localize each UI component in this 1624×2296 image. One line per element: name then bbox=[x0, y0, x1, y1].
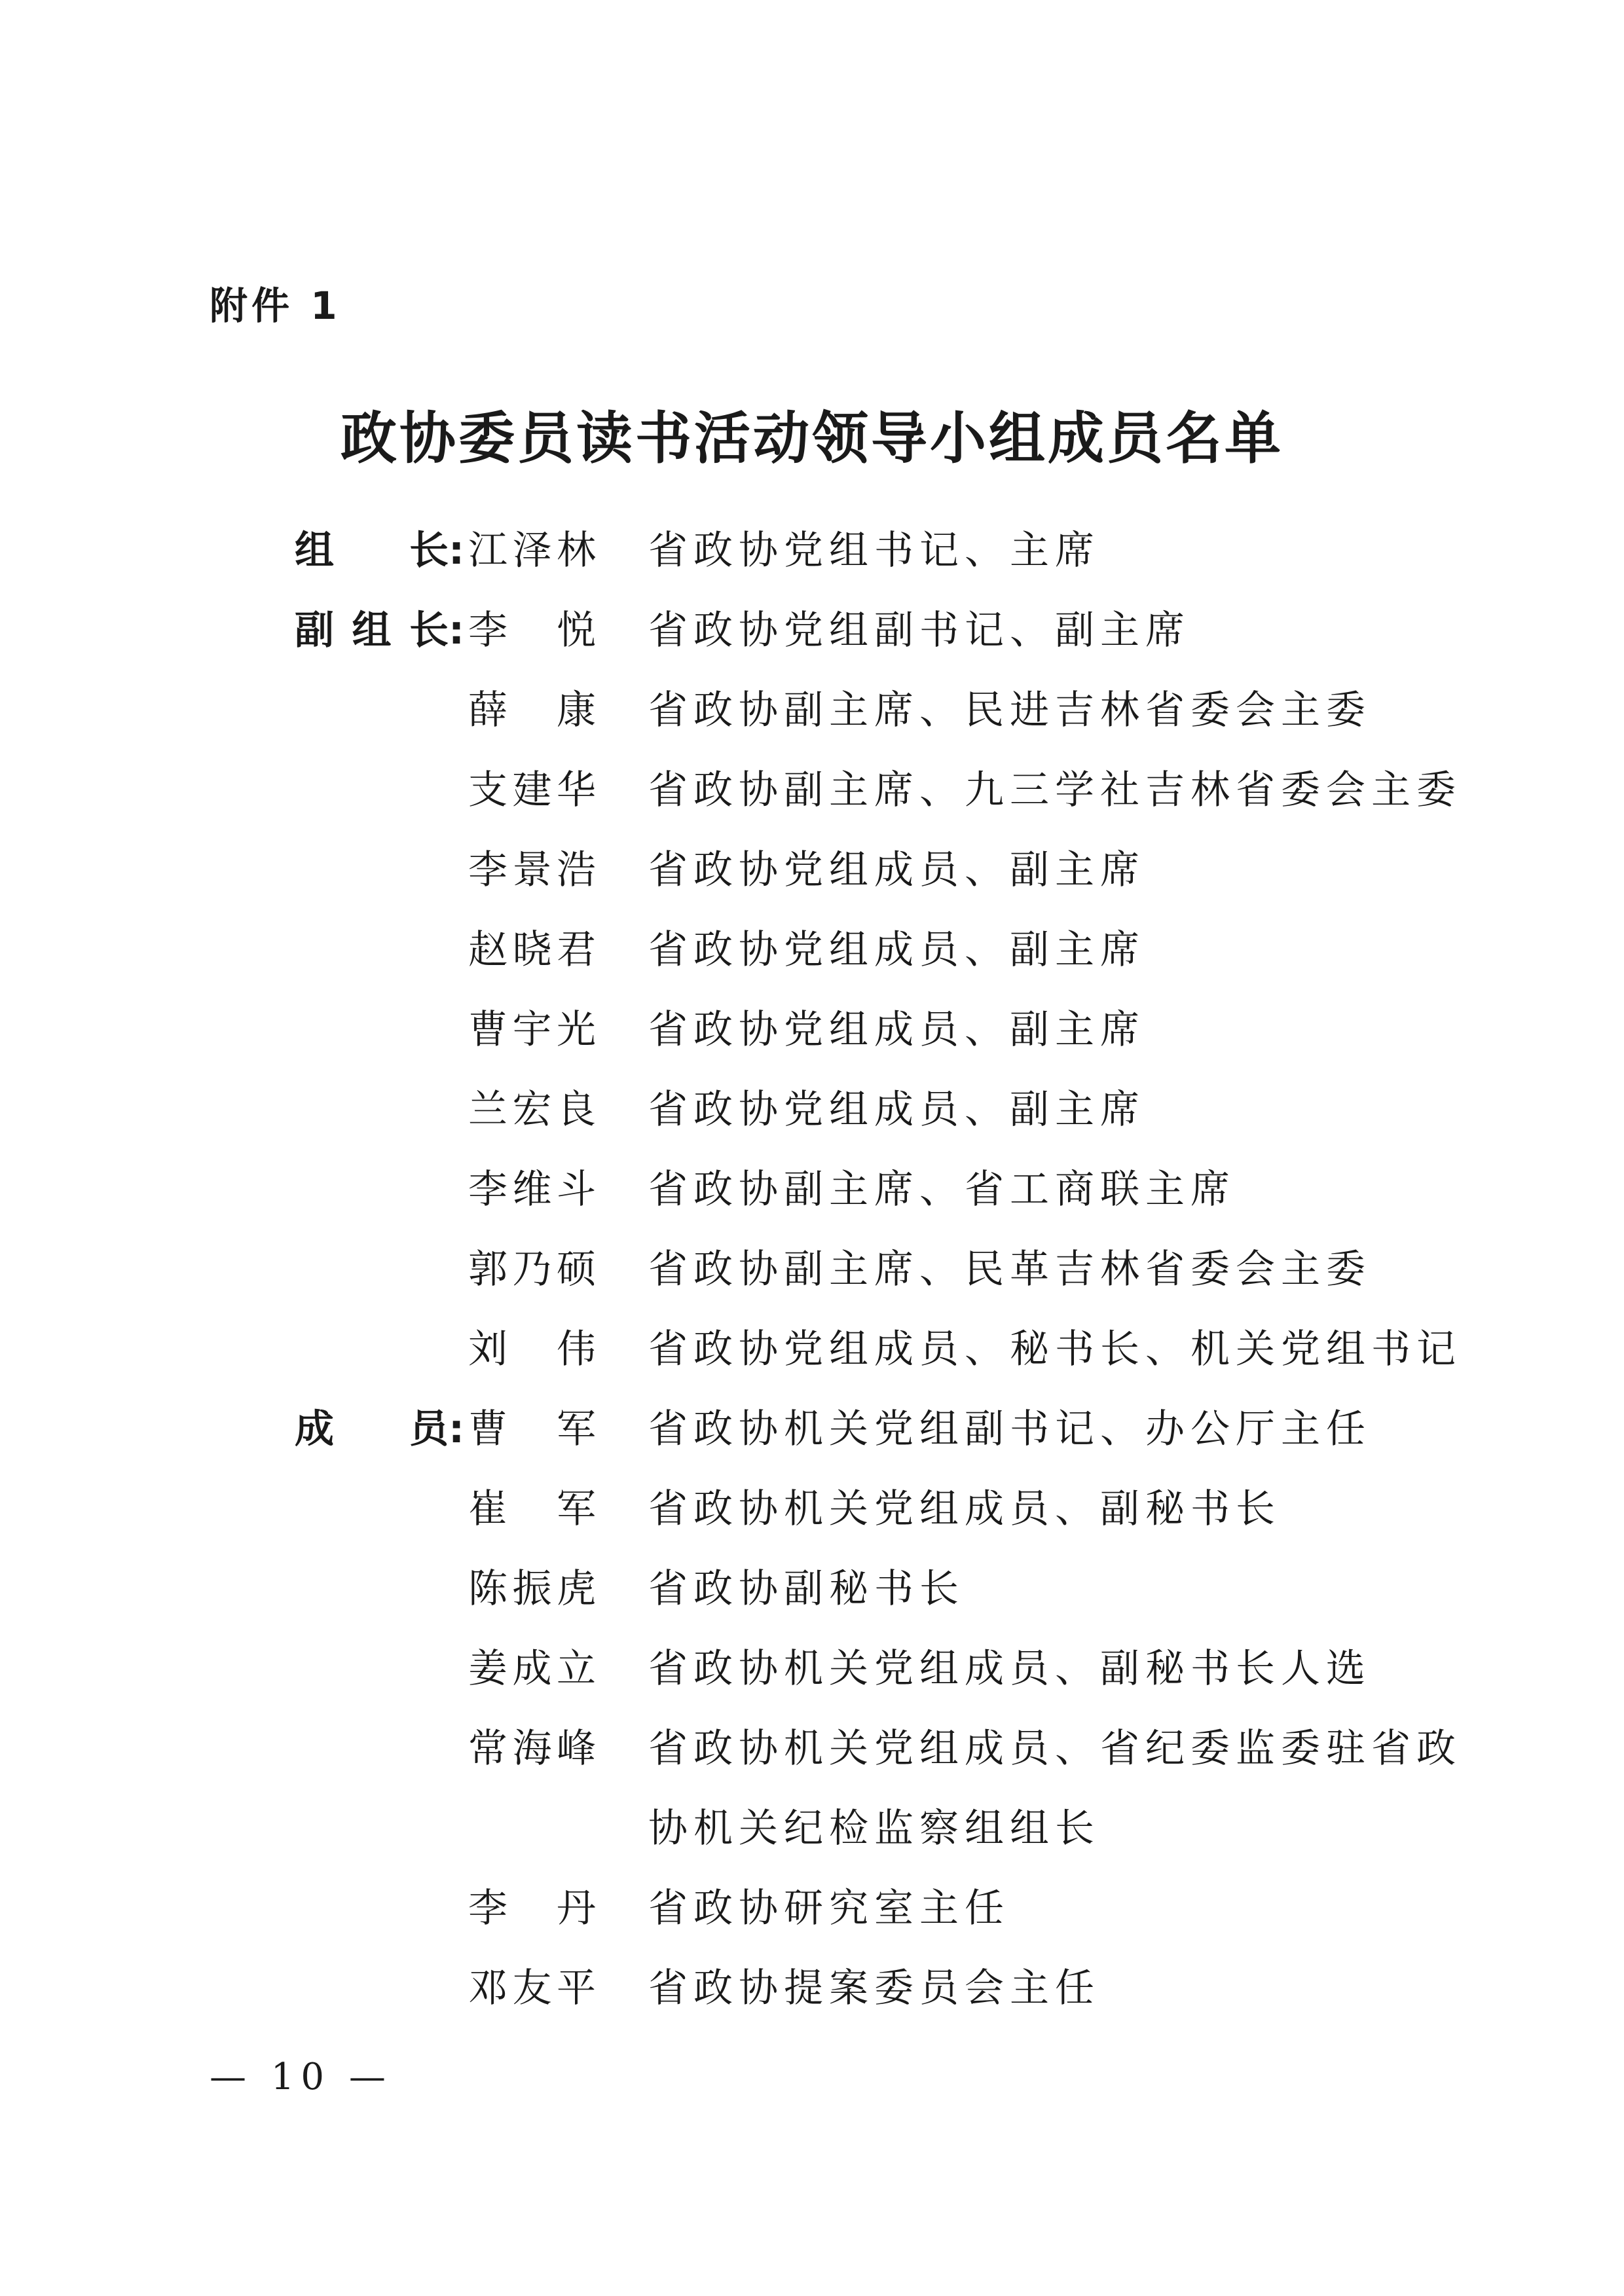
member-row bbox=[295, 1150, 1539, 1230]
member-row bbox=[295, 1948, 1539, 2028]
role-colon: : bbox=[449, 608, 470, 653]
role-colon: : bbox=[449, 1406, 470, 1452]
member-position: 省政协党组成员、副主席 bbox=[648, 847, 1145, 893]
member-position: 省政协副主席、省工商联主席 bbox=[648, 1167, 1236, 1212]
member-position: 省政协副主席、民革吉林省委会主委 bbox=[648, 1247, 1371, 1292]
member-row bbox=[295, 750, 1539, 830]
member-row bbox=[295, 1629, 1539, 1709]
member-position: 省政协党组成员、副主席 bbox=[648, 1007, 1145, 1053]
member-name: 刘伟 bbox=[468, 1326, 596, 1372]
member-name: 姜成立 bbox=[468, 1646, 596, 1692]
member-position: 省政协副主席、民进吉林省委会主委 bbox=[648, 687, 1371, 733]
member-row bbox=[295, 1309, 1539, 1389]
member-position: 省政协机关党组副书记、办公厅主任 bbox=[648, 1406, 1371, 1452]
member-name: 支建华 bbox=[468, 767, 596, 813]
member-position: 省政协党组成员、秘书长、机关党组书记 bbox=[648, 1326, 1462, 1372]
member-name: 崔军 bbox=[468, 1486, 596, 1532]
member-row bbox=[295, 1389, 1539, 1469]
member-name: 薛康 bbox=[468, 687, 596, 733]
member-position: 省政协党组书记、主席 bbox=[648, 528, 1100, 574]
member-position: 省政协机关党组成员、副秘书长人选 bbox=[648, 1646, 1371, 1692]
member-name: 赵晓君 bbox=[468, 927, 596, 973]
page-title: 政协委员读书活动领导小组成员名单 bbox=[341, 405, 1283, 471]
member-name: 李丹 bbox=[468, 1886, 596, 1931]
member-position: 省政协党组成员、副主席 bbox=[648, 1087, 1145, 1133]
member-row bbox=[295, 511, 1539, 591]
member-row bbox=[295, 1070, 1539, 1150]
member-name: 江泽林 bbox=[468, 528, 596, 574]
attachment-label: 附件 1 bbox=[210, 283, 341, 328]
role-label: 成员 bbox=[295, 1406, 449, 1452]
member-name: 李悦 bbox=[468, 608, 596, 653]
member-position: 省政协研究室主任 bbox=[648, 1886, 1010, 1931]
role-colon: : bbox=[449, 528, 470, 574]
page-number: — 10 — bbox=[210, 2056, 392, 2098]
member-name: 邓友平 bbox=[468, 1965, 596, 2011]
member-row bbox=[295, 591, 1539, 670]
member-position: 省政协机关党组成员、省纪委监委驻省政协机关纪检监察组组长 bbox=[648, 1726, 1462, 1851]
member-position: 省政协副主席、九三学社吉林省委会主委 bbox=[648, 767, 1462, 813]
member-position: 省政协副秘书长 bbox=[648, 1566, 965, 1612]
member-name: 兰宏良 bbox=[468, 1087, 596, 1133]
member-position: 省政协提案委员会主任 bbox=[648, 1965, 1100, 2011]
member-name: 李景浩 bbox=[468, 847, 596, 893]
member-row bbox=[295, 670, 1539, 750]
member-row bbox=[295, 1709, 1539, 1868]
member-list bbox=[295, 511, 1539, 2028]
member-row bbox=[295, 1549, 1539, 1629]
member-position: 省政协机关党组成员、副秘书长 bbox=[648, 1486, 1281, 1532]
member-row bbox=[295, 1469, 1539, 1549]
member-position: 省政协党组成员、副主席 bbox=[648, 927, 1145, 973]
member-name: 陈振虎 bbox=[468, 1566, 596, 1612]
member-position: 省政协党组副书记、副主席 bbox=[648, 608, 1190, 653]
role-label: 副组长 bbox=[295, 608, 449, 653]
member-name: 曹军 bbox=[468, 1406, 596, 1452]
member-name: 郭乃硕 bbox=[468, 1247, 596, 1292]
role-label: 组长 bbox=[295, 528, 449, 574]
member-name: 常海峰 bbox=[468, 1726, 596, 1772]
member-row bbox=[295, 990, 1539, 1070]
member-row bbox=[295, 1230, 1539, 1309]
member-name: 曹宇光 bbox=[468, 1007, 596, 1053]
member-row bbox=[295, 1868, 1539, 1948]
member-name: 李维斗 bbox=[468, 1167, 596, 1212]
member-row bbox=[295, 830, 1539, 910]
member-row bbox=[295, 910, 1539, 990]
